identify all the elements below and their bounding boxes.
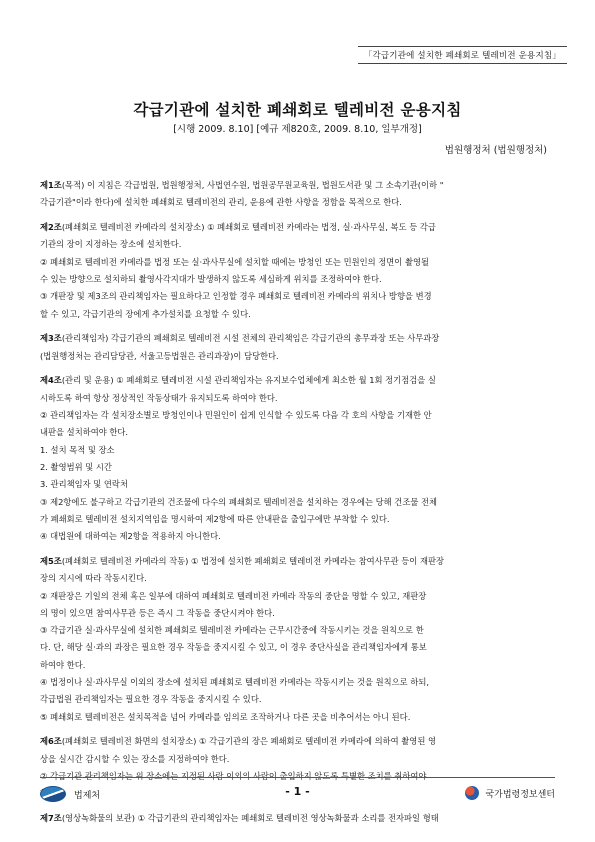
article-number: 제6조	[40, 736, 62, 747]
article-line	[40, 553, 555, 570]
article-text: 수 있는 방향으로 설치하되 촬영사각지대가 발생하지 않도록 세심하게 위치를 조정하여야 한다.	[40, 273, 382, 284]
article-text: 다. 단, 해당 실·과의 과장은 필요한 경우 작동을 중지시킬 수 있고, 이 경우 중단사실을 관리책임자에게 통보	[40, 642, 427, 653]
article-text: (법원행정처는 관리담당관, 서울고등법원은 관리과장)이 담당한다.	[40, 350, 279, 361]
article-number: 제5조	[40, 555, 62, 566]
document-body	[40, 177, 555, 835]
document-title: 각급기관에 설치한 폐쇄회로 텔레비전 운용지침	[133, 101, 462, 119]
article-4	[40, 372, 555, 545]
article-line	[40, 288, 555, 305]
footer-divider	[40, 777, 555, 778]
article-text: 내판을 설치하여야 한다.	[40, 427, 129, 438]
article-number: 제3조	[40, 333, 62, 344]
article-number: 제4조	[40, 375, 62, 386]
article-text: 각급법원 관리책임자는 필요한 경우 작동을 중지시킬 수 있다.	[40, 694, 262, 705]
footer-left-text: 법제처	[74, 790, 101, 801]
article-text: (폐쇄회로 텔레비전 카메라의 작동) ① 법정에 설치한 폐쇄회로 텔레비전 카메라는 참여사무관 등이 재판장	[61, 555, 444, 566]
article-text: ④ 법정이나 실·과사무실 이외의 장소에 설치된 폐쇄회로 텔레비전 카메라는 작동시키는 것을 원칙으로 하되,	[40, 677, 430, 688]
footer-right	[465, 786, 555, 800]
article-line	[40, 442, 555, 459]
article-line	[40, 511, 555, 528]
article-text: 시하도록 하여 항상 정상적인 작동상태가 유지되도록 하여야 한다.	[40, 392, 278, 403]
article-line	[40, 390, 555, 407]
article-line	[40, 306, 555, 323]
article-text: ② 관리책임자는 각 설치장소별로 방청인이나 민원인이 쉽게 인식할 수 있도록 다음 각 호의 사항을 기재한 안	[40, 410, 432, 421]
article-text: ③ 제2항에도 불구하고 각급기관의 건조물에 다수의 폐쇄회로 텔레비전을 설치하는 경우에는 당해 건조물 전체	[40, 496, 438, 507]
national-law-center-logo-icon	[465, 786, 479, 800]
article-line	[40, 494, 555, 511]
article-text: 3. 관리책임자 및 연락처	[40, 479, 128, 490]
article-text: 가 폐쇄회로 텔레비전 설치지역임을 명시하여 제2항에 따른 안내판을 출입구에만 부착할 수 있다.	[40, 513, 390, 524]
article-text: 각급기관"이라 한다)에 설치한 폐쇄회로 텔레비전의 관리, 운용에 관한 사항을 정함을 목적으로 한다.	[40, 197, 402, 208]
article-1	[40, 177, 555, 212]
article-line	[40, 271, 555, 288]
article-text: (관리책임자) 각급기관의 폐쇄회로 텔레비전 시설 전체의 관리책임은 각급기관의 총무과장 또는 사무과장	[61, 333, 440, 344]
article-text: ② 재판장은 기일의 전체 혹은 일부에 대하여 폐쇄회로 텔레비전 카메라 작동의 중단을 명할 수 있고, 재판장	[40, 590, 427, 601]
article-line	[40, 177, 555, 194]
article-line	[40, 476, 555, 493]
article-text: 하여야 한다.	[40, 659, 86, 670]
article-line	[40, 194, 555, 211]
article-number: 제1조	[40, 180, 62, 190]
article-line	[40, 691, 555, 708]
article-text: ② 폐쇄회로 텔레비전 카메라를 법정 또는 실·과사무실에 설치할 때에는 방청인 또는 민원인의 정면이 촬영될	[40, 256, 430, 267]
article-text: ③ 각급기관 실·과사무실에 설치한 폐쇄회로 텔레비전 카메라는 근무시간중에 작동시키는 것을 원칙으로 한	[40, 625, 424, 636]
article-line	[40, 459, 555, 476]
article-text: 의 명이 있으면 참여사무관 등은 즉시 그 작동을 중단시켜야 한다.	[40, 607, 275, 618]
article-text: ③ 개판장 및 제3조의 관리책임자는 필요하다고 인정할 경우 폐쇄회로 텔레비전 카메라의 위치나 방향을 변경	[40, 291, 432, 302]
article-text: (폐쇄회로 텔레비전 카메라의 설치장소) ① 폐쇄회로 텔레비전 카메라는 법정, 실·과사무실, 복도 등 각급	[61, 222, 436, 233]
article-text: 1. 설치 목적 및 장소	[40, 444, 115, 455]
article-line	[40, 657, 555, 674]
article-line	[40, 639, 555, 656]
article-line	[40, 674, 555, 691]
article-text: (폐쇄회로 텔레비전 화면의 설치장소) ① 각급기관의 장은 폐쇄회로 텔레비전 카메라에 의하여 촬영된 영	[61, 736, 436, 747]
article-number: 제7조	[40, 813, 62, 824]
article-text: ② 각급기관 관리책임자는 위 장소에는 지정된 사람 이외의 사람이 출입하지 않도록 특별한 조치를 취하여야	[40, 771, 427, 781]
footer-right-text: 국가법령정보센터	[485, 789, 555, 800]
article-5	[40, 553, 555, 726]
issuing-agency: 법원행정처 (법원행정처)	[444, 145, 547, 156]
page-number: - 1 -	[285, 785, 310, 798]
page-footer	[40, 784, 555, 804]
article-number: 제2조	[40, 222, 62, 233]
article-text: (영상녹화물의 보관) ① 각급기관의 관리책임자는 폐쇄회로 텔레비전 영상녹화물과 소리를 전자파일 형태	[61, 813, 439, 824]
article-line	[40, 348, 555, 365]
article-line	[40, 236, 555, 253]
article-line	[40, 424, 555, 441]
article-line	[40, 733, 555, 750]
running-header: 「각급기관에 설치한 폐쇄회로 텔레비전 운용지침」	[358, 46, 567, 64]
article-text: 할 수 있고, 각급기관의 장에게 추가설치를 요청할 수 있다.	[40, 308, 251, 319]
article-text: 상을 실시간 감시할 수 있는 장소를 지정하여야 한다.	[40, 753, 230, 764]
article-line	[40, 810, 555, 827]
article-line	[40, 709, 555, 726]
article-text: 2. 촬영범위 및 시간	[40, 461, 112, 472]
article-line	[40, 372, 555, 389]
article-2	[40, 219, 555, 323]
article-line	[40, 570, 555, 587]
article-text: (관리 및 운용) ① 폐쇄회로 텔레비전 시설 관리책임자는 유지보수업체에게 최소한 월 1회 정기점검을 실	[61, 375, 436, 386]
article-line	[40, 407, 555, 424]
article-line	[40, 605, 555, 622]
article-line	[40, 254, 555, 271]
article-line	[40, 330, 555, 347]
article-3	[40, 330, 555, 365]
article-line	[40, 219, 555, 236]
article-text: (목적) 이 지침은 각급법원, 법원행정처, 사법연수원, 법원공무원교육원, 법원도서관 및 그 소속기관(이하 "	[61, 180, 444, 190]
article-line	[40, 622, 555, 639]
article-text: ④ 대법원에 대하여는 제2항을 적용하지 아니한다.	[40, 531, 221, 542]
article-line	[40, 528, 555, 545]
article-7	[40, 810, 555, 827]
article-line	[40, 751, 555, 768]
article-text: 기관의 장이 지정하는 장소에 설치한다.	[40, 239, 182, 250]
enforcement-info: [시행 2009. 8.10] [예규 제820호, 2009. 8.10, 일부개정]	[173, 124, 422, 135]
article-text: 장의 지시에 따라 작동시킨다.	[40, 573, 147, 584]
article-text: ⑤ 폐쇄회로 텔레비전은 설치목적을 넘어 카메라를 임의로 조작하거나 다른 곳을 비추어서는 아니 된다.	[40, 711, 411, 722]
article-line	[40, 588, 555, 605]
